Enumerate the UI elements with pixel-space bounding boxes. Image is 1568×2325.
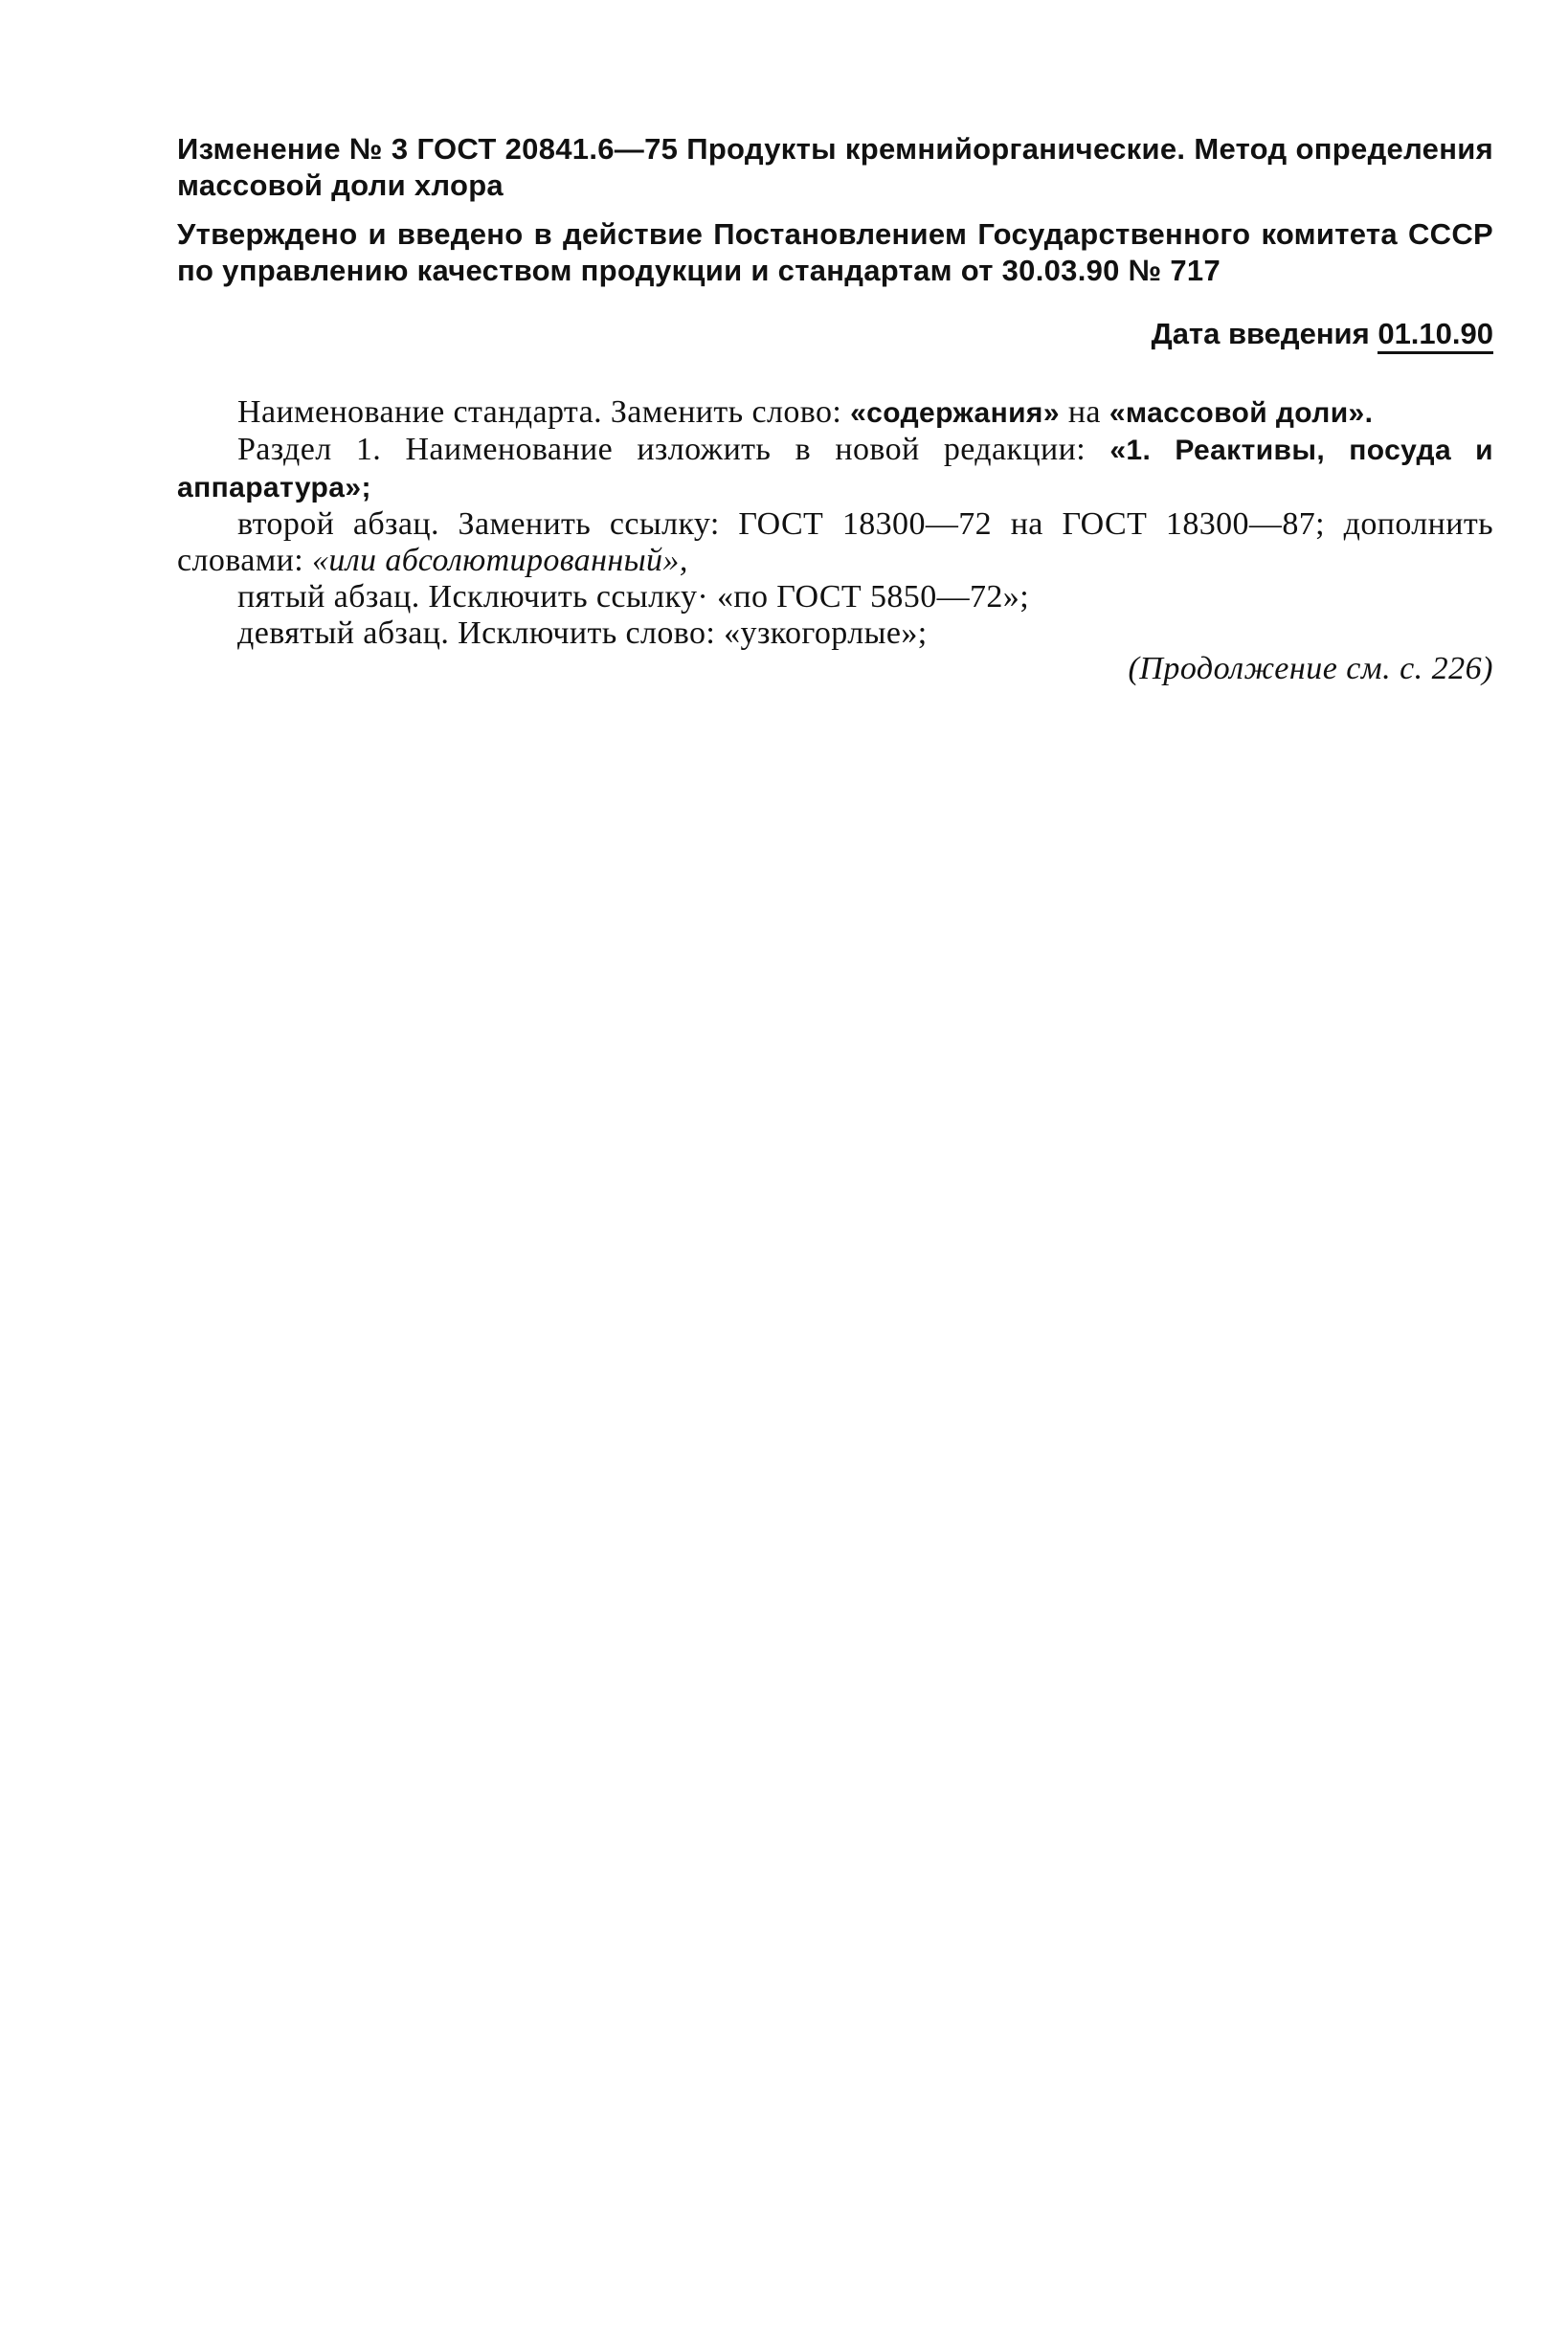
text-run: Наименование стандарта. Заменить слово: [237, 394, 851, 430]
text-run: девятый абзац. Исключить слово: «узкогорлые»; [237, 615, 928, 651]
date-value: 01.10.90 [1378, 317, 1493, 354]
text-run: на [1059, 394, 1109, 430]
paragraph-ninth-abzac [177, 615, 1493, 652]
text-run: «1. Реактивы, посуда и аппаратура»; [177, 435, 1494, 503]
text-run: «массовой доли». [1109, 397, 1374, 429]
text-run: Раздел 1. Наименование изложить в новой редакции: [237, 432, 1110, 467]
effective-date-line [177, 316, 1493, 352]
paragraph-second-abzac [177, 506, 1493, 579]
text-run: пятый абзац. Исключить ссылку· «по ГОСТ 5850—72»; [237, 579, 1030, 615]
paragraph-section-1 [177, 432, 1493, 506]
amendment-body [177, 394, 1493, 652]
text-run: «или абсолютированный», [312, 543, 688, 578]
paragraph-standard-name [177, 394, 1493, 432]
date-label: Дата введения [1151, 317, 1378, 350]
text-run: второй абзац. Заменить ссылку: ГОСТ 18300—72 на ГОСТ 18300—87; дополнить словами: [177, 506, 1493, 578]
amendment-title: Изменение № 3 ГОСТ 20841.6—75 Продукты кремнийорганические. Метод определения массовой доли хлора [177, 132, 1493, 202]
approval-statement: Утверждено и введено в действие Постановлением Государственного комитета СССР по управлению качеством продукции и стандартам от 30.03.90 № 717 [177, 217, 1493, 287]
text-run: «содержания» [850, 397, 1060, 429]
continued-note: (Продолжение см. с. 226) [1128, 651, 1493, 686]
paragraph-fifth-abzac [177, 579, 1493, 615]
